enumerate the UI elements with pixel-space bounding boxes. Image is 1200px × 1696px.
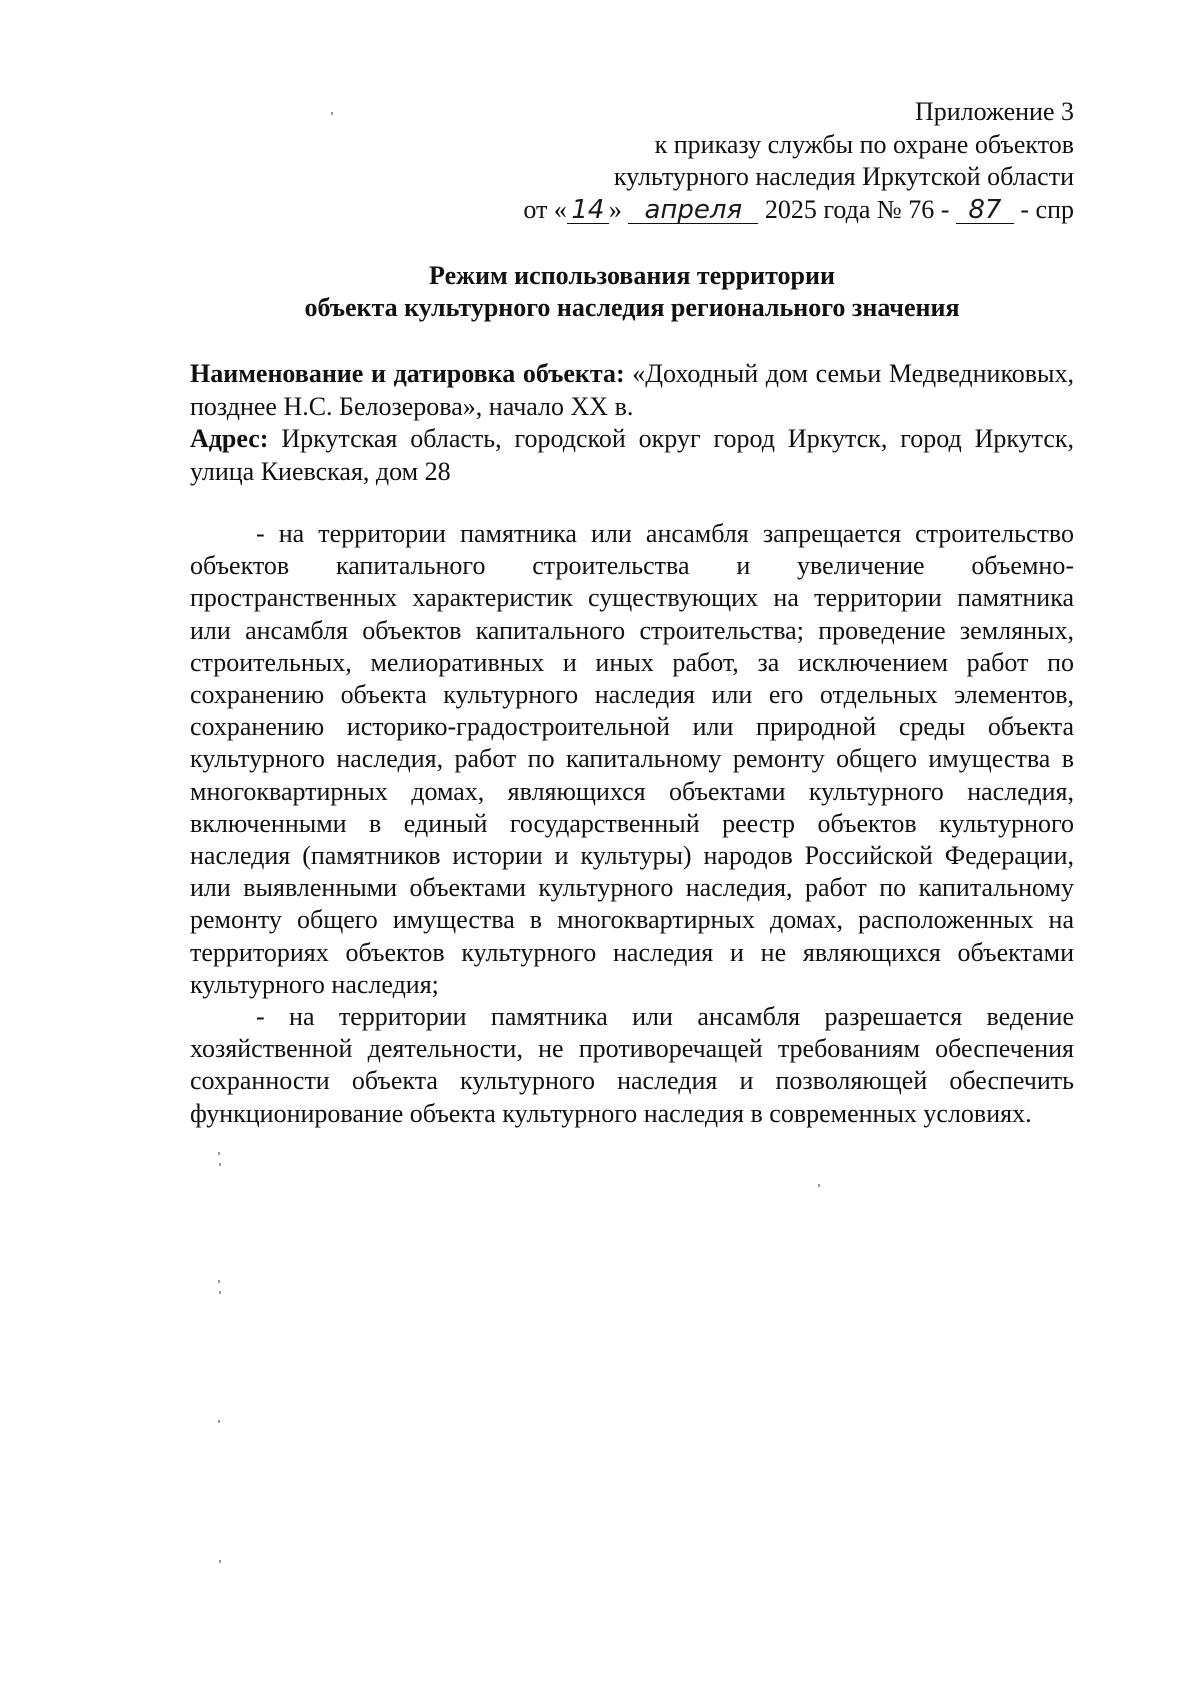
usage-regime-text <box>190 518 1074 1130</box>
title-line-2: объекта культурного наследия регионального значения <box>304 293 960 322</box>
handwritten-month: апреля <box>628 197 758 224</box>
prohibitions-paragraph: - на территории памятника или ансамбля запрещается строительство объектов капитального строительства и увеличение объемно-пространственных характеристик существующих на территории памятника или ансамбля объектов капитального строительства; проведение земляных, строительных, мелиоративных и иных работ, за исключением работ по сохранению объекта культурного наследия или его отдельных элементов, сохранению историко-градостроительной или природной среды объекта культурного наследия, работ по капитальному ремонту общего имущества в многоквартирных домах, являющихся объектами культурного наследия, включенными в единый государственный реестр объектов культурного наследия (памятников истории и культуры) народов Российской Федерации, или выявленными объектами культурного наследия, работ по капитальному ремонту общего имущества в многоквартирных домах, расположенных на территориях объектов культурного наследия и не являющихся объектами культурного наследия; <box>190 519 1074 999</box>
object-address-row <box>190 423 1074 488</box>
object-name-row <box>190 358 1074 423</box>
appendix-header <box>523 96 1074 226</box>
title-line-1: Режим использования территории <box>429 261 835 290</box>
object-address-label: Адрес: <box>190 424 269 453</box>
object-name-value: «Доходный дом семьи Медведниковых, позднее Н.С. Белозерова», начало XX в. <box>190 359 1075 421</box>
appendix-number: Приложение 3 <box>914 97 1074 126</box>
date-mid: » <box>608 194 622 224</box>
order-reference: к приказу службы по охране объектов <box>654 129 1074 159</box>
order-suffix: - спр <box>1020 194 1074 224</box>
object-info <box>190 358 1074 488</box>
date-year-text: 2025 года № 76 - <box>764 194 950 224</box>
object-name-label: Наименование и датировка объекта: <box>190 359 625 388</box>
document-title <box>190 260 1074 324</box>
permissions-paragraph: - на территории памятника или ансамбля разрешается ведение хозяйственной деятельности, не противоречащей требованиям обеспечения сохранности объекта культурного наследия и позволяющей обеспечить функционирование объекта культурного наследия в современных условиях. <box>190 1002 1074 1128</box>
handwritten-order-number: 87 <box>956 197 1014 224</box>
handwritten-day: 14 <box>567 197 609 224</box>
order-date-line <box>523 194 1074 227</box>
object-address-value: Иркутская область, городской округ город Иркутск, город Иркутск, улица Киевская, дом 28 <box>190 424 1075 486</box>
date-prefix: от « <box>523 194 567 224</box>
issuing-authority: культурного наследия Иркутской области <box>613 162 1074 191</box>
